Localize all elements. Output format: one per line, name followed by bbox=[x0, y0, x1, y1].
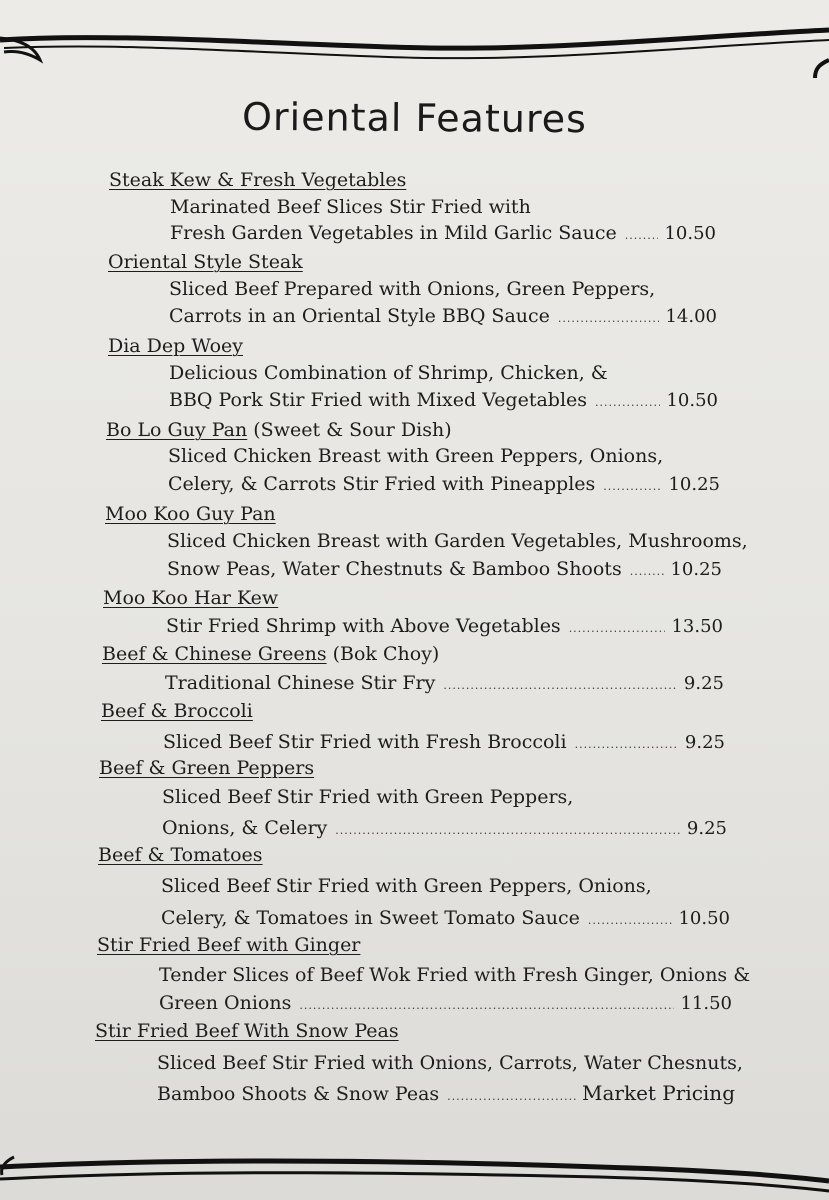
menu-item-price: 9.25 bbox=[686, 818, 727, 839]
menu-item-heading bbox=[106, 417, 452, 444]
menu-item-price: 10.25 bbox=[668, 474, 720, 495]
menu-item-note: (Bok Choy) bbox=[326, 643, 440, 665]
dot-leader bbox=[603, 473, 662, 500]
menu-item-description: BBQ Pork Stir Fried with Mixed Vegetables bbox=[169, 389, 588, 411]
menu-item-description: Green Onions bbox=[159, 992, 292, 1014]
menu-item-description: Carrots in an Oriental Style BBQ Sauce bbox=[169, 305, 550, 327]
menu-item-name: Stir Fried Beef With Snow Peas bbox=[95, 1020, 399, 1042]
top-border-ornament bbox=[0, 18, 829, 78]
menu-item-price: 10.50 bbox=[678, 908, 730, 929]
dot-leader bbox=[630, 558, 665, 585]
dot-leader bbox=[447, 1083, 576, 1110]
menu-item-name: Bo Lo Guy Pan bbox=[106, 419, 248, 441]
menu-item-description: Sliced Beef Stir Fried with Green Peppers, bbox=[162, 786, 574, 808]
dot-leader bbox=[299, 992, 674, 1019]
menu-item-heading bbox=[97, 932, 360, 959]
menu-item-price: 10.25 bbox=[670, 559, 722, 580]
menu-item-name: Beef & Tomatoes bbox=[98, 844, 263, 866]
menu-item-price-line bbox=[163, 729, 725, 758]
menu-title: Oriental Features bbox=[241, 94, 588, 142]
menu-item-price-line bbox=[166, 613, 723, 642]
menu-item-description: Celery, & Carrots Stir Fried with Pineapples bbox=[168, 473, 596, 495]
menu-item-price-line bbox=[165, 670, 724, 699]
dot-leader bbox=[575, 731, 679, 758]
menu-item-description: Sliced Beef Stir Fried with Fresh Broccoli bbox=[163, 731, 567, 753]
menu-item-heading bbox=[109, 167, 406, 194]
menu-item-description: Tender Slices of Beef Wok Fried with Fresh Ginger, Onions & bbox=[159, 964, 751, 986]
dot-leader bbox=[569, 615, 666, 642]
menu-item-description: Delicious Combination of Shrimp, Chicken, & bbox=[169, 362, 608, 384]
menu-item-price: 14.00 bbox=[665, 306, 717, 327]
menu-item-description: Fresh Garden Vegetables in Mild Garlic Sauce bbox=[170, 222, 617, 244]
menu-item-price-line bbox=[168, 471, 720, 500]
menu-item-heading bbox=[102, 641, 439, 668]
dot-leader bbox=[625, 222, 659, 249]
menu-item-name: Stir Fried Beef with Ginger bbox=[97, 934, 361, 956]
menu-item-heading bbox=[108, 249, 303, 276]
bottom-border-ornament bbox=[0, 1145, 829, 1200]
menu-item-price: 10.50 bbox=[666, 390, 718, 411]
menu-item-heading bbox=[101, 698, 253, 725]
menu-item-price: Market Pricing bbox=[581, 1081, 735, 1105]
menu-item-price: 9.25 bbox=[683, 673, 724, 694]
dot-leader bbox=[558, 305, 660, 332]
menu-item-description: Marinated Beef Slices Stir Fried with bbox=[170, 196, 531, 218]
menu-item-description: Bamboo Shoots & Snow Peas bbox=[157, 1083, 440, 1105]
menu-item-name: Oriental Style Steak bbox=[108, 251, 303, 273]
menu-item-heading bbox=[95, 1018, 399, 1045]
menu-item-price-line bbox=[157, 1080, 735, 1110]
menu-item-heading bbox=[108, 333, 243, 360]
dot-leader bbox=[443, 672, 678, 699]
menu-item-price-line bbox=[169, 387, 718, 416]
menu-item-price: 13.50 bbox=[671, 616, 723, 637]
dot-leader bbox=[335, 817, 681, 844]
menu-item-description: Sliced Beef Stir Fried with Green Peppers, Onions, bbox=[161, 875, 652, 897]
menu-item-description: Stir Fried Shrimp with Above Vegetables bbox=[166, 615, 561, 637]
menu-item-description: Snow Peas, Water Chestnuts & Bamboo Shoots bbox=[167, 558, 622, 580]
menu-item-price-line bbox=[162, 815, 727, 844]
menu-item-description: Traditional Chinese Stir Fry bbox=[165, 672, 436, 694]
menu-item-description: Sliced Beef Prepared with Onions, Green Peppers, bbox=[169, 278, 656, 300]
menu-item-price: 9.25 bbox=[684, 732, 725, 753]
menu-item-name: Dia Dep Woey bbox=[108, 335, 244, 357]
menu-item-heading bbox=[99, 755, 314, 782]
menu-item-heading bbox=[103, 585, 278, 612]
menu-item-heading bbox=[98, 842, 263, 869]
menu-item-name: Beef & Broccoli bbox=[101, 700, 253, 722]
menu-item-description: Sliced Chicken Breast with Garden Vegetables, Mushrooms, bbox=[167, 530, 748, 552]
menu-item-price-line bbox=[167, 556, 722, 585]
menu-item-name: Beef & Chinese Greens bbox=[102, 643, 327, 665]
menu-item-name: Moo Koo Guy Pan bbox=[105, 503, 276, 525]
menu-item-description: Sliced Chicken Breast with Green Peppers, Onions, bbox=[168, 445, 664, 467]
menu-item-description: Celery, & Tomatoes in Sweet Tomato Sauce bbox=[161, 907, 580, 929]
menu-item-name: Beef & Green Peppers bbox=[99, 757, 315, 779]
menu-item-price-line bbox=[169, 303, 717, 332]
menu-item-price: 10.50 bbox=[664, 223, 716, 244]
menu-item-price: 11.50 bbox=[680, 993, 732, 1014]
menu-item-description: Onions, & Celery bbox=[162, 817, 328, 839]
menu-item-price-line bbox=[170, 220, 716, 249]
menu-item-price-line bbox=[161, 905, 730, 934]
menu-item-heading bbox=[105, 501, 276, 528]
dot-leader bbox=[588, 907, 673, 934]
menu-item-description: Sliced Beef Stir Fried with Onions, Carrots, Water Chesnuts, bbox=[157, 1052, 743, 1074]
menu-item-price-line bbox=[159, 990, 732, 1019]
dot-leader bbox=[595, 389, 660, 416]
menu-item-name: Moo Koo Har Kew bbox=[103, 587, 279, 609]
menu-item-name: Steak Kew & Fresh Vegetables bbox=[109, 169, 407, 191]
menu-item-note: (Sweet & Sour Dish) bbox=[247, 419, 452, 441]
